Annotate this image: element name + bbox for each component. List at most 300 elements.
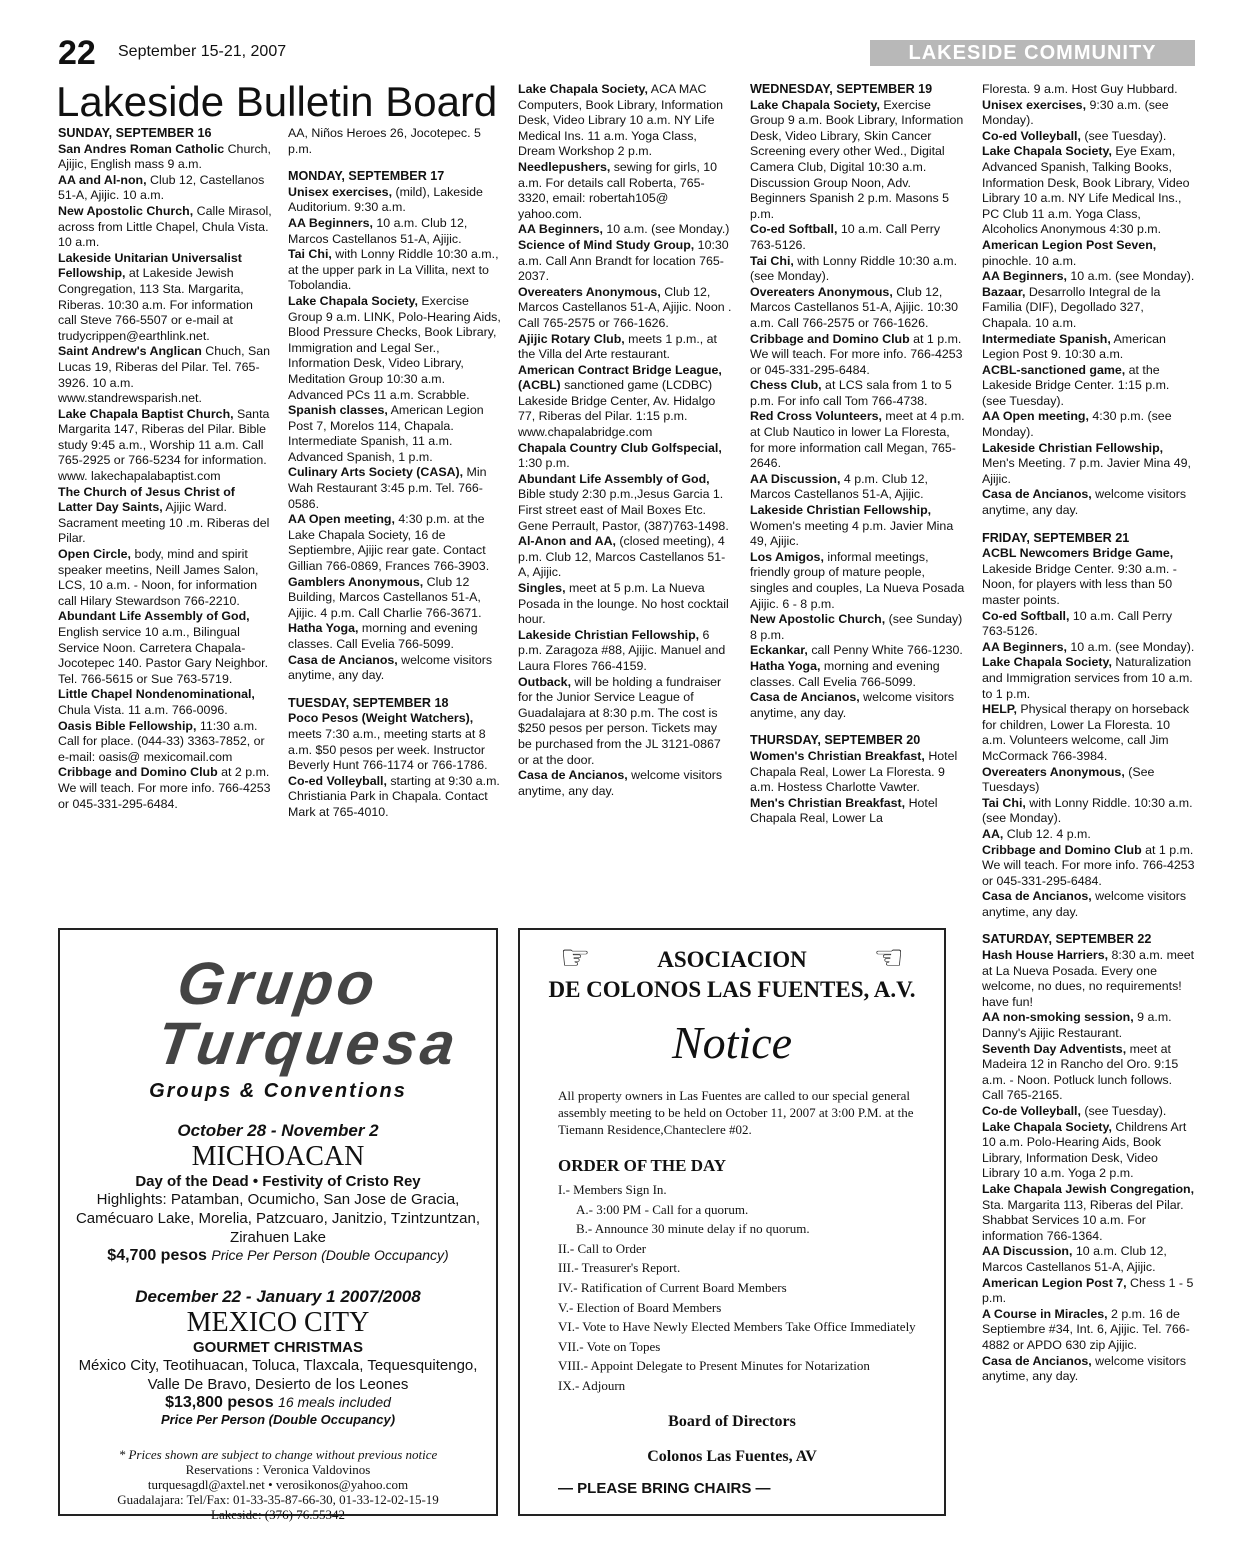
listing-name: Tai Chi, bbox=[982, 795, 1026, 810]
listing-name: AA Beginners, bbox=[288, 215, 373, 230]
listing-name: Red Cross Volunteers, bbox=[750, 409, 882, 424]
listing-entry bbox=[518, 768, 732, 799]
listing-name: ACBL Newcomers Bridge Game, bbox=[982, 546, 1174, 561]
trip2-price-note2: Price Per Person (Double Occupancy) bbox=[160, 1412, 396, 1427]
listing-entry bbox=[750, 409, 966, 471]
listing-details: Hotel Chapala Real, Lower La bbox=[750, 795, 938, 826]
listing-details: meets 1 p.m., at the Villa del Arte restaurant. bbox=[518, 331, 717, 362]
listing-details: 1:30 p.m. bbox=[518, 456, 570, 471]
listing-details: Desarrollo Integral de la Familia (DIF), Degollado 327, Chapala. 10 a.m. bbox=[982, 284, 1161, 330]
trip1-price-note: Price Per Person (Double Occupancy) bbox=[211, 1247, 449, 1263]
listing-name: Tai Chi, bbox=[750, 253, 794, 268]
listing-details: English service 10 a.m., Bilingual Service Noon. Carretera Chapala-Jocotepec 140. Pastor Gary Neighbor. Tel. 766-5615 or Sue 763-5719. bbox=[58, 625, 269, 686]
listing-entry bbox=[750, 222, 966, 253]
listing-entry bbox=[982, 98, 1196, 129]
listing-name: Poco Pesos (Weight Watchers), bbox=[288, 711, 474, 726]
listing-name: Co-ed Softball, bbox=[982, 608, 1070, 623]
listing-name: Ajijic Rotary Club, bbox=[518, 331, 625, 346]
listing-details: Club 12. 4 p.m. bbox=[1003, 826, 1091, 841]
listing-name: American Legion Post Seven, bbox=[982, 237, 1157, 252]
listing-name: Al-Anon and AA, bbox=[518, 534, 616, 549]
listing-details: Exercise Group 9 a.m. LINK, Polo-Hearing Aids, Blood Pressure Checks, Book Library, Immigration and Legal Ser., Information Desk, Video Library, Meditation Group 10:30 a.m. Advanced PCs 11 a.m. Scrabble. bbox=[288, 293, 501, 402]
day-heading: MONDAY, SEPTEMBER 17 bbox=[288, 169, 445, 184]
listing-entry bbox=[288, 575, 502, 622]
ad-emails: turquesagdl@axtel.net • verosikonos@yahoo.com bbox=[147, 1477, 409, 1492]
trip2-dates: December 22 - January 1 2007/2008 bbox=[135, 1287, 421, 1306]
listing-entry bbox=[750, 659, 966, 690]
listing-name: AA and Al-non, bbox=[58, 172, 147, 187]
listing-entry bbox=[750, 98, 966, 223]
trip1-dates: October 28 - November 2 bbox=[177, 1121, 379, 1140]
listing-name: New Apostolic Church, bbox=[750, 612, 886, 627]
listing-name: Hatha Yoga, bbox=[750, 658, 821, 673]
listing-name: Lake Chapala Society, bbox=[982, 1119, 1112, 1134]
listing-details: Ajijic Ward. Sacrament meeting 10 .m. Riberas del Pilar. bbox=[58, 500, 270, 546]
listing-name: Cribbage and Domino Club bbox=[750, 331, 910, 346]
listing-entry bbox=[518, 222, 732, 238]
listing-entry bbox=[288, 711, 502, 773]
listing-details: Min Wah Restaurant 3:45 p.m. Tel. 766-0586. bbox=[288, 465, 487, 511]
listing-name: Co-ed Volleyball, bbox=[288, 773, 387, 788]
listing-entry bbox=[518, 628, 732, 675]
listing-entry bbox=[982, 702, 1196, 764]
listing-entry bbox=[518, 285, 732, 332]
listing-entry bbox=[982, 655, 1196, 702]
notice-heading: Notice bbox=[671, 1017, 793, 1068]
listing-details: 10 a.m. (see Monday). bbox=[1066, 269, 1195, 284]
listing-details: Club 12, Marcos Castellanos 51-A, Ajijic. Noon . Call 765-2575 or 766-1626. bbox=[518, 284, 732, 330]
listing-details: 6 p.m. Zaragoza #88, Ajijic. Manuel and Laura Flores 766-4159. bbox=[518, 627, 726, 673]
listing-details: meet at Madeira 12 in Rancho del Oro. 9:15 a.m. - Noon. Potluck lunch follows. Call 765-2165. bbox=[982, 1041, 1179, 1103]
las-fuentes-notice-ad bbox=[518, 928, 946, 1516]
listing-details: 4:30 p.m. (see Monday). bbox=[982, 409, 1172, 440]
listing-entry bbox=[982, 640, 1196, 656]
ad-subtitle: Groups & Conventions bbox=[149, 1080, 407, 1102]
listing-name: Lakeside Christian Fellowship, bbox=[518, 627, 700, 642]
listing-details: 9:30 a.m. (see Monday). bbox=[982, 97, 1169, 128]
listing-name: Chess Club, bbox=[750, 378, 822, 393]
listing-name: AA, bbox=[982, 826, 1004, 841]
agenda-item: II.- Call to Order bbox=[558, 1240, 647, 1256]
listing-details: Hotel Chapala Real, Lower La Floresta. 9 a.m. Hostess Charlotte Vawter. bbox=[750, 748, 958, 795]
agenda-item: VIII.- Appoint Delegate to Present Minutes for Notarization bbox=[558, 1358, 870, 1374]
listing-entry bbox=[982, 129, 1196, 145]
listing-entry bbox=[982, 827, 1196, 843]
listing-entry bbox=[750, 643, 966, 659]
listing-name: Lake Chapala Society, bbox=[518, 82, 648, 96]
ad-reservations: Reservations : Veronica Valdovinos bbox=[185, 1462, 371, 1477]
listing-entry bbox=[982, 546, 1196, 608]
day-heading: WEDNESDAY, SEPTEMBER 19 bbox=[750, 82, 933, 96]
listing-name: Science of Mind Study Group, bbox=[518, 237, 695, 252]
ad-brand-line1: Grupo bbox=[173, 950, 383, 1017]
listing-details: Exercise Group 9 a.m. Book Library, Information Desk, Video Library, Skin Cancer Screening every other Wed., Digital Camera Club, Digital 10:30 a.m. Discussion Group Noon, Adv. Beginners Spanish 2 p.m. Masons 5 p.m. bbox=[750, 97, 964, 221]
listing-entry bbox=[288, 216, 502, 247]
listing-details: 10 a.m. (see Monday.) bbox=[602, 222, 730, 237]
listing-name: Tai Chi, bbox=[288, 247, 332, 262]
listing-name: AA Beginners, bbox=[982, 639, 1067, 654]
listing-name: Casa de Ancianos, bbox=[982, 1353, 1092, 1368]
listing-entry bbox=[982, 285, 1196, 332]
order-of-day-title: ORDER OF THE DAY bbox=[558, 1156, 726, 1175]
listing-details: welcome visitors anytime, any day. bbox=[982, 889, 1187, 919]
listing-name: Overeaters Anonymous, bbox=[750, 284, 893, 299]
listing-name: Unisex exercises, bbox=[982, 97, 1087, 112]
listing-details: at the Lakeside Bridge Center. 1:15 p.m. (see Tuesday). bbox=[982, 362, 1170, 408]
section-banner: LAKESIDE COMMUNITY bbox=[870, 40, 1195, 66]
listing-entry bbox=[58, 142, 272, 173]
listing-entry bbox=[982, 843, 1196, 890]
listing-entry bbox=[288, 621, 502, 652]
notice-body: All property owners in Las Fuentes are called to our special general assembly meeting to be held on October 11, 2007 at 3:00 P.M. at the Tiemann Residence,Chanteclere #02. bbox=[558, 1088, 914, 1137]
listing-name: Hash House Harriers, bbox=[982, 948, 1109, 963]
listing-entry bbox=[288, 512, 502, 574]
listing-details: 10 a.m. Club 12, Marcos Castellanos 51-A, Ajijic. bbox=[288, 215, 468, 246]
listing-details: Lakeside Bridge Center. 9:30 a.m. - Noon, for players with less than 50 master points. bbox=[982, 561, 1177, 607]
listing-entry bbox=[982, 1104, 1196, 1120]
pointing-hand-right-icon: ☞ bbox=[560, 940, 591, 977]
listing-name: Lake Chapala Society, bbox=[982, 655, 1112, 670]
listing-details: Eye Exam, Advanced Spanish, Talking Books, Information Desk, Book Library, Video Library 10 a.m. NY Life Medical Ins., PC Club 11 a.m. Yoga Class, Alcoholics Anonymous 4:30 p.m. bbox=[982, 144, 1190, 237]
listing-details: Women's meeting 4 p.m. Javier Mina 49, Ajijic. bbox=[750, 518, 954, 549]
listing-details: 10 a.m. Club 12, Marcos Castellanos 51-A, Ajijic. bbox=[982, 1244, 1167, 1274]
listing-entry bbox=[288, 247, 502, 294]
listing-entry bbox=[982, 144, 1196, 238]
listing-entry bbox=[518, 238, 732, 285]
listing-entry bbox=[518, 363, 732, 441]
listing-name: Lakeside Christian Fellowship, bbox=[750, 503, 932, 518]
listing-entry bbox=[750, 503, 966, 550]
listing-entry bbox=[982, 1354, 1196, 1385]
listing-details: (See Tuesdays) bbox=[982, 764, 1155, 795]
listing-details: 8:30 a.m. meet at La Nueva Posada. Every one welcome, no dues, no requirements! have fun! bbox=[982, 948, 1195, 1009]
listing-column-3 bbox=[518, 82, 732, 799]
listing-entry bbox=[982, 269, 1196, 285]
listing-name: Abundant Life Assembly of God, bbox=[58, 609, 250, 624]
listing-entry bbox=[982, 332, 1196, 363]
day-heading: FRIDAY, SEPTEMBER 21 bbox=[982, 530, 1130, 545]
listing-name: AA Open meeting, bbox=[288, 512, 395, 527]
listing-entry bbox=[750, 550, 966, 612]
listing-details: Club 12, Marcos Castellanos 51-A, Ajijic. 10:30 a.m. Call 766-2575 or 766-1626. bbox=[750, 284, 958, 330]
listing-column-2 bbox=[288, 126, 502, 821]
trip1-destination: MICHOACAN bbox=[191, 1141, 365, 1172]
trip2-theme: GOURMET CHRISTMAS bbox=[193, 1339, 363, 1356]
listing-name: Casa de Ancianos, bbox=[982, 487, 1092, 502]
listing-name: Gamblers Anonymous, bbox=[288, 574, 424, 589]
listing-name: Needlepushers, bbox=[518, 159, 611, 174]
listing-details: at 2 p.m. We will teach. For more info. 766-4253 or 045-331-295-6484. bbox=[58, 765, 271, 811]
listing-name: Los Amigos, bbox=[750, 549, 824, 564]
listing-details: body, mind and spirit speaker meetins, Neill James Salon, LCS, 10 a.m. - Noon, for information call Hilary Stewardson 766-2210. bbox=[58, 547, 259, 608]
listing-details: 10 a.m. (see Monday). bbox=[1066, 639, 1195, 654]
listing-details: Calle Mirasol, across from Little Chapel, Chula Vista. 10 a.m. bbox=[58, 203, 272, 250]
listing-details: sewing for girls, 10 a.m. For details call Roberta, 765-3320, email: robertah105@ yahoo.com. bbox=[518, 159, 718, 221]
listing-entry bbox=[982, 487, 1196, 518]
listing-name: Casa de Ancianos, bbox=[288, 652, 398, 667]
listing-details: Club 12, Castellanos 51-A, Ajijic. 10 a.m. bbox=[58, 172, 265, 203]
listing-name: Open Circle, bbox=[58, 547, 131, 562]
listing-name: AA Beginners, bbox=[518, 222, 603, 237]
listing-details: Floresta. 9 a.m. Host Guy Hubbard. bbox=[982, 82, 1178, 96]
listing-details: Chess 1 - 5 p.m. bbox=[982, 1275, 1194, 1306]
listing-details: Chuch, San Lucas 19, Riberas del Pilar. Tel. 765-3926. 10 a.m. www.standrewsparish.net. bbox=[58, 344, 271, 406]
trip1-price: $4,700 pesos bbox=[107, 1247, 207, 1264]
listing-name: The Church of Jesus Christ of Latter Day Saints, bbox=[58, 484, 235, 515]
listing-entry bbox=[58, 485, 272, 547]
listing-details: 4:30 p.m. at the Lake Chapala Society, 16 de Septiembre, Ajijic rear gate. Contact Gillian 766-0869, Frances 766-3903. bbox=[288, 512, 490, 574]
trip2-price-note: 16 meals included bbox=[278, 1394, 391, 1410]
agenda-item: IX.- Adjourn bbox=[558, 1377, 626, 1393]
listing-name: Casa de Ancianos, bbox=[982, 889, 1092, 904]
listing-details: (see Tuesday). bbox=[1080, 1104, 1167, 1118]
listing-name: Spanish classes, bbox=[288, 403, 388, 418]
trip1-highlights: Highlights: Patamban, Ocumicho, San Jose de Gracia, Camécuaro Lake, Morelia, Patzcuaro, Janitzio, Tzintzuntzan, Zirahuen Lake bbox=[75, 1191, 481, 1246]
listing-name: Casa de Ancianos, bbox=[750, 690, 860, 705]
listing-details: at LCS sala from 1 to 5 p.m. For info call Tom 766-4738. bbox=[750, 378, 952, 408]
listing-entry bbox=[58, 765, 272, 812]
day-heading: TUESDAY, SEPTEMBER 18 bbox=[288, 695, 449, 710]
listing-entry bbox=[288, 653, 502, 684]
page-title: Lakeside Bulletin Board bbox=[56, 78, 498, 125]
ad-lakeside-phone: Lakeside: (376) 76.55342 bbox=[211, 1507, 345, 1522]
listing-name: AA Discussion, bbox=[982, 1244, 1073, 1259]
listing-name: Women's Christian Breakfast, bbox=[750, 748, 925, 763]
listing-name: Lake Chapala Society, bbox=[982, 144, 1112, 159]
listing-entry bbox=[982, 1307, 1196, 1354]
trip2-places: México City, Teotihuacan, Toluca, Tlaxcala, Tequesquitengo, Valle De Bravo, Desierto de los Leones bbox=[78, 1357, 478, 1393]
listing-entry bbox=[518, 82, 732, 160]
listing-name: AA non-smoking session, bbox=[982, 1010, 1134, 1025]
listing-entry bbox=[288, 185, 502, 216]
listing-entry bbox=[982, 796, 1196, 827]
listing-entry bbox=[288, 774, 502, 821]
day-heading: SUNDAY, SEPTEMBER 16 bbox=[58, 126, 212, 140]
agenda-item: V.- Election of Board Members bbox=[558, 1299, 722, 1315]
listing-details: Naturalization and Immigration services from 10 a.m. to 1 p.m. bbox=[982, 655, 1193, 701]
listing-entry bbox=[982, 889, 1196, 920]
listing-entry bbox=[982, 363, 1196, 410]
listing-name: Hatha Yoga, bbox=[288, 621, 359, 636]
listing-details: Bible study 2:30 p.m.,Jesus Garcia 1. First street east of Mail Boxes Etc. Gene Perrault, Pastor, (387)763-1498. bbox=[518, 487, 729, 533]
listing-name: Intermediate Spanish, bbox=[982, 331, 1111, 346]
listing-details: Santa Margarita 147, Riberas del Pilar. Bible study 9:45 a.m., Worship 11 a.m. Call 765-2925 or 766-5234 for information. www. lakechapalabaptist.com bbox=[58, 406, 270, 484]
listing-entry bbox=[518, 160, 732, 222]
board-signature-line2: Colonos Las Fuentes, AV bbox=[647, 1447, 817, 1465]
listing-details: 4 p.m. Club 12, Marcos Castellanos 51-A, Ajijic. bbox=[750, 471, 928, 502]
listing-name: ACBL-sanctioned game, bbox=[982, 362, 1126, 377]
listing-name: Culinary Arts Society (CASA), bbox=[288, 465, 464, 480]
ad-disclaimer: * Prices shown are subject to change without previous notice bbox=[118, 1447, 438, 1462]
listing-details: (closed meeting), 4 p.m. Club 12, Marcos Castellanos 51-A, Ajijic. bbox=[518, 534, 726, 580]
listing-details: starting at 9:30 a.m. Christiania Park in Chapala. Contact Mark at 765-4010. bbox=[288, 773, 500, 819]
listing-details: pinochle. 10 a.m. bbox=[982, 253, 1077, 268]
listing-details: meets 7:30 a.m., meeting starts at 8 a.m. $50 pesos per week. Instructor Beverly Hunt 766-1174 or 766-1786. bbox=[288, 726, 488, 773]
listing-entry bbox=[750, 472, 966, 503]
listing-details: 10 a.m. Call Perry 763-5126. bbox=[750, 222, 941, 252]
agenda-item: III.- Treasurer's Report. bbox=[558, 1260, 681, 1276]
listing-details: American Legion Post 9. 10:30 a.m. bbox=[982, 331, 1166, 362]
listing-details: AA, Niños Heroes 26, Jocotepec. 5 p.m. bbox=[288, 126, 481, 156]
listing-entry bbox=[750, 796, 966, 827]
listing-entry bbox=[518, 332, 732, 363]
listing-name: Casa de Ancianos, bbox=[518, 768, 628, 783]
listing-name: Bazaar, bbox=[982, 284, 1026, 299]
listing-entry bbox=[750, 254, 966, 285]
listing-name: Co-ed Softball, bbox=[750, 222, 838, 237]
listing-column-1 bbox=[58, 126, 272, 812]
trip2-price: $13,800 pesos bbox=[165, 1394, 274, 1411]
listing-entry bbox=[518, 441, 732, 472]
listing-entry bbox=[982, 1010, 1196, 1041]
day-heading: THURSDAY, SEPTEMBER 20 bbox=[750, 733, 921, 748]
listing-name: Saint Andrew's Anglican bbox=[58, 344, 202, 359]
listing-details: Church, Ajijic, English mass 9 a.m. bbox=[58, 141, 271, 172]
listing-details: American Legion Post 7, Morelos 114, Chapala. Intermediate Spanish, 11 a.m. Advanced Spanish, 1 p.m. bbox=[288, 403, 484, 464]
listing-details: meet at 4 p.m. at Club Nautico in lower La Floresta, for more information call Megan, 765-2646. bbox=[750, 409, 965, 471]
listing-column-5 bbox=[982, 82, 1196, 1385]
listing-details: (see Sunday) 8 p.m. bbox=[750, 612, 963, 642]
listing-details: Men's Meeting. 7 p.m. Javier Mina 49, Ajijic. bbox=[982, 456, 1191, 486]
listing-name: Little Chapel Nondenominational, bbox=[58, 687, 255, 702]
ad-guadalajara-phone: Guadalajara: Tel/Fax: 01-33-35-87-66-30, 01-33-12-02-15-19 bbox=[117, 1492, 439, 1507]
pointing-hand-left-icon: ☜ bbox=[873, 940, 904, 977]
listing-entry bbox=[58, 251, 272, 345]
order-of-day-list bbox=[520, 1180, 944, 1396]
listing-details: 10 a.m. Call Perry 763-5126. bbox=[982, 608, 1173, 639]
agenda-item: B.- Announce 30 minute delay if no quorum. bbox=[576, 1221, 810, 1237]
listing-name: Lake Chapala Society, bbox=[750, 97, 880, 112]
ad-brand-line2: Turquesa bbox=[152, 1010, 464, 1077]
listing-details: (see Tuesday). bbox=[1080, 128, 1167, 143]
listing-entry bbox=[982, 609, 1196, 640]
agenda-item: VII.- Vote on Topes bbox=[558, 1338, 661, 1354]
listing-name: Unisex exercises, bbox=[288, 184, 393, 199]
listing-name: Lakeside Christian Fellowship, bbox=[982, 440, 1164, 455]
listing-name: Co-ed Volleyball, bbox=[982, 128, 1081, 143]
day-heading: SATURDAY, SEPTEMBER 22 bbox=[982, 932, 1152, 947]
listing-details: with Lonny Riddle 10:30 a.m. (see Monday). bbox=[750, 253, 958, 284]
listing-entry bbox=[982, 948, 1196, 1010]
listing-name: AA Discussion, bbox=[750, 471, 841, 486]
listing-name: American Legion Post 7, bbox=[982, 1275, 1127, 1290]
listing-details: ACA MAC Computers, Book Library, Information Desk, Video Library 10 a.m. NY Life Medical Ins. 11 a.m. Yoga Class, Dream Workshop 2 p.m. bbox=[518, 82, 723, 159]
listing-details: welcome visitors anytime, any day. bbox=[288, 652, 493, 683]
listing-details: meet at 5 p.m. La Nueva Posada in the lounge. No host cocktail hour. bbox=[518, 581, 729, 627]
listing-name: Abundant Life Assembly of God, bbox=[518, 471, 710, 486]
listing-details: 11:30 a.m. Call for place. (044-33) 3363-7852, or e-mail: oasis@ mexicomail.com bbox=[58, 718, 265, 764]
listing-name: Oasis Bible Fellowship, bbox=[58, 718, 197, 733]
issue-date: September 15-21, 2007 bbox=[118, 43, 287, 60]
listing-entry bbox=[982, 1182, 1196, 1244]
listing-name: Singles, bbox=[518, 581, 566, 595]
listing-details: 10:30 a.m. Call Ann Brandt for location 765-2037. bbox=[518, 237, 729, 284]
listing-entry bbox=[982, 1276, 1196, 1307]
listing-details: at 1 p.m. We will teach. For more info. 766-4253 or 045-331-295-6484. bbox=[982, 842, 1195, 888]
listing-entry bbox=[58, 173, 272, 204]
listing-name: San Andres Roman Catholic bbox=[58, 141, 225, 156]
listing-details: morning and evening classes. Call Evelia 766-5099. bbox=[750, 658, 940, 689]
listing-entry bbox=[58, 687, 272, 718]
listing-entry bbox=[982, 1244, 1196, 1275]
listing-details: 9 a.m. Danny's Ajijic Restaurant. bbox=[982, 1010, 1172, 1041]
listing-entry bbox=[982, 441, 1196, 488]
listing-entry bbox=[58, 204, 272, 251]
agenda-item: IV.- Ratification of Current Board Members bbox=[558, 1279, 787, 1295]
listing-details: at Lakeside Jewish Congregation, 113 Sta. Margarita, Riberas. 10:30 a.m. For information call Steve 766-5507 or e-mail at trudycrippen@earthlink.net. bbox=[58, 266, 253, 343]
listing-details: informal meetings, friendly group of mature people, singles and couples, La Nueva Posada Ajijic. 6 - 8 p.m. bbox=[750, 549, 965, 611]
listing-entry bbox=[58, 547, 272, 609]
listing-entry bbox=[518, 534, 732, 581]
listing-name: Lakeside Unitarian Universalist Fellowship, bbox=[58, 250, 242, 281]
trip1-theme: Day of the Dead • Festivity of Cristo Rey bbox=[135, 1173, 421, 1190]
listing-name: Cribbage and Domino Club bbox=[58, 765, 218, 780]
listing-details: at 1 p.m. We will teach. For more info. 766-4253 or 045-331-295-6484. bbox=[750, 331, 963, 377]
listing-details: Club 12 Building, Marcos Castellanos 51-A, Ajijic. 4 p.m. Call Charlie 766-3671. bbox=[288, 574, 482, 620]
listing-details: sanctioned game (LCDBC) Lakeside Bridge Center, Av. Hidalgo 77, Riberas del Pilar. 1:15 p.m. www.chapalabridge.com bbox=[518, 378, 716, 440]
listing-name: Lake Chapala Society, bbox=[288, 293, 418, 308]
listing-entry bbox=[58, 609, 272, 687]
listing-entry bbox=[982, 1120, 1196, 1182]
listing-details: welcome visitors anytime, any day. bbox=[982, 1353, 1187, 1384]
listing-name: Cribbage and Domino Club bbox=[982, 842, 1142, 857]
listing-entry bbox=[288, 294, 502, 403]
listing-entry bbox=[750, 285, 966, 332]
listing-name: Men's Christian Breakfast, bbox=[750, 795, 906, 810]
agenda-item: I.- Members Sign In. bbox=[558, 1182, 667, 1197]
trip2-destination: MEXICO CITY bbox=[186, 1307, 370, 1338]
listing-name: New Apostolic Church, bbox=[58, 203, 194, 218]
listing-name: Lake Chapala Jewish Congregation, bbox=[982, 1181, 1195, 1196]
bring-chairs-note: — PLEASE BRING CHAIRS — bbox=[558, 1479, 771, 1497]
listing-name: Overeaters Anonymous, bbox=[518, 284, 661, 299]
listing-entry bbox=[750, 612, 966, 643]
listing-entry bbox=[518, 675, 732, 769]
grupo-turquesa-ad bbox=[58, 928, 498, 1522]
listing-details: welcome visitors anytime, any day. bbox=[982, 487, 1187, 518]
listing-entry bbox=[750, 749, 966, 796]
listing-entry bbox=[982, 409, 1196, 440]
listing-name: Lake Chapala Baptist Church, bbox=[58, 406, 234, 421]
agenda-item: VI.- Vote to Have Newly Elected Members Take Office Immediately bbox=[558, 1319, 916, 1335]
listing-name: HELP, bbox=[982, 702, 1017, 717]
listing-details: Chula Vista. 11 a.m. 766-0096. bbox=[58, 702, 228, 717]
listing-details: welcome visitors anytime, any day. bbox=[750, 690, 955, 720]
listing-details: morning and evening classes. Call Evelia 766-5099. bbox=[288, 621, 478, 651]
listing-name: Seventh Day Adventists, bbox=[982, 1041, 1127, 1056]
listing-name: Outback, bbox=[518, 674, 572, 689]
listing-entry bbox=[750, 690, 966, 721]
board-signature-line1: Board of Directors bbox=[668, 1412, 796, 1430]
listing-name: American Contract Bridge League, (ACBL) bbox=[518, 362, 722, 393]
listing-entry bbox=[288, 465, 502, 512]
listing-entry bbox=[288, 126, 502, 157]
listing-name: Eckankar, bbox=[750, 643, 808, 658]
listing-name: Chapala Country Club Golfspecial, bbox=[518, 440, 722, 455]
listing-entry bbox=[982, 1042, 1196, 1104]
listing-entry bbox=[518, 472, 732, 534]
notice-org-line1: ASOCIACION bbox=[657, 947, 807, 972]
listing-details: with Lonny Riddle 10:30 a.m., at the upper park in La Villita, next to Tobolandia. bbox=[288, 247, 499, 293]
listing-entry bbox=[982, 765, 1196, 796]
listing-details: will be holding a fundraiser for the Junior Service League of Guadalajara at 8:30 p.m. The cost is $250 pesos per person. Tickets may be purchased from the JL 3121-0867 or at the door. bbox=[518, 674, 722, 767]
listing-entry bbox=[982, 238, 1196, 269]
listing-entry bbox=[288, 403, 502, 465]
page-number: 22 bbox=[58, 34, 96, 72]
listing-details: Physical therapy on horseback for children, Lower La Floresta. 10 a.m. Volunteers welcome, call Jim McCormack 766-3984. bbox=[982, 702, 1190, 763]
listing-entry bbox=[750, 378, 966, 409]
listing-entry bbox=[58, 407, 272, 485]
